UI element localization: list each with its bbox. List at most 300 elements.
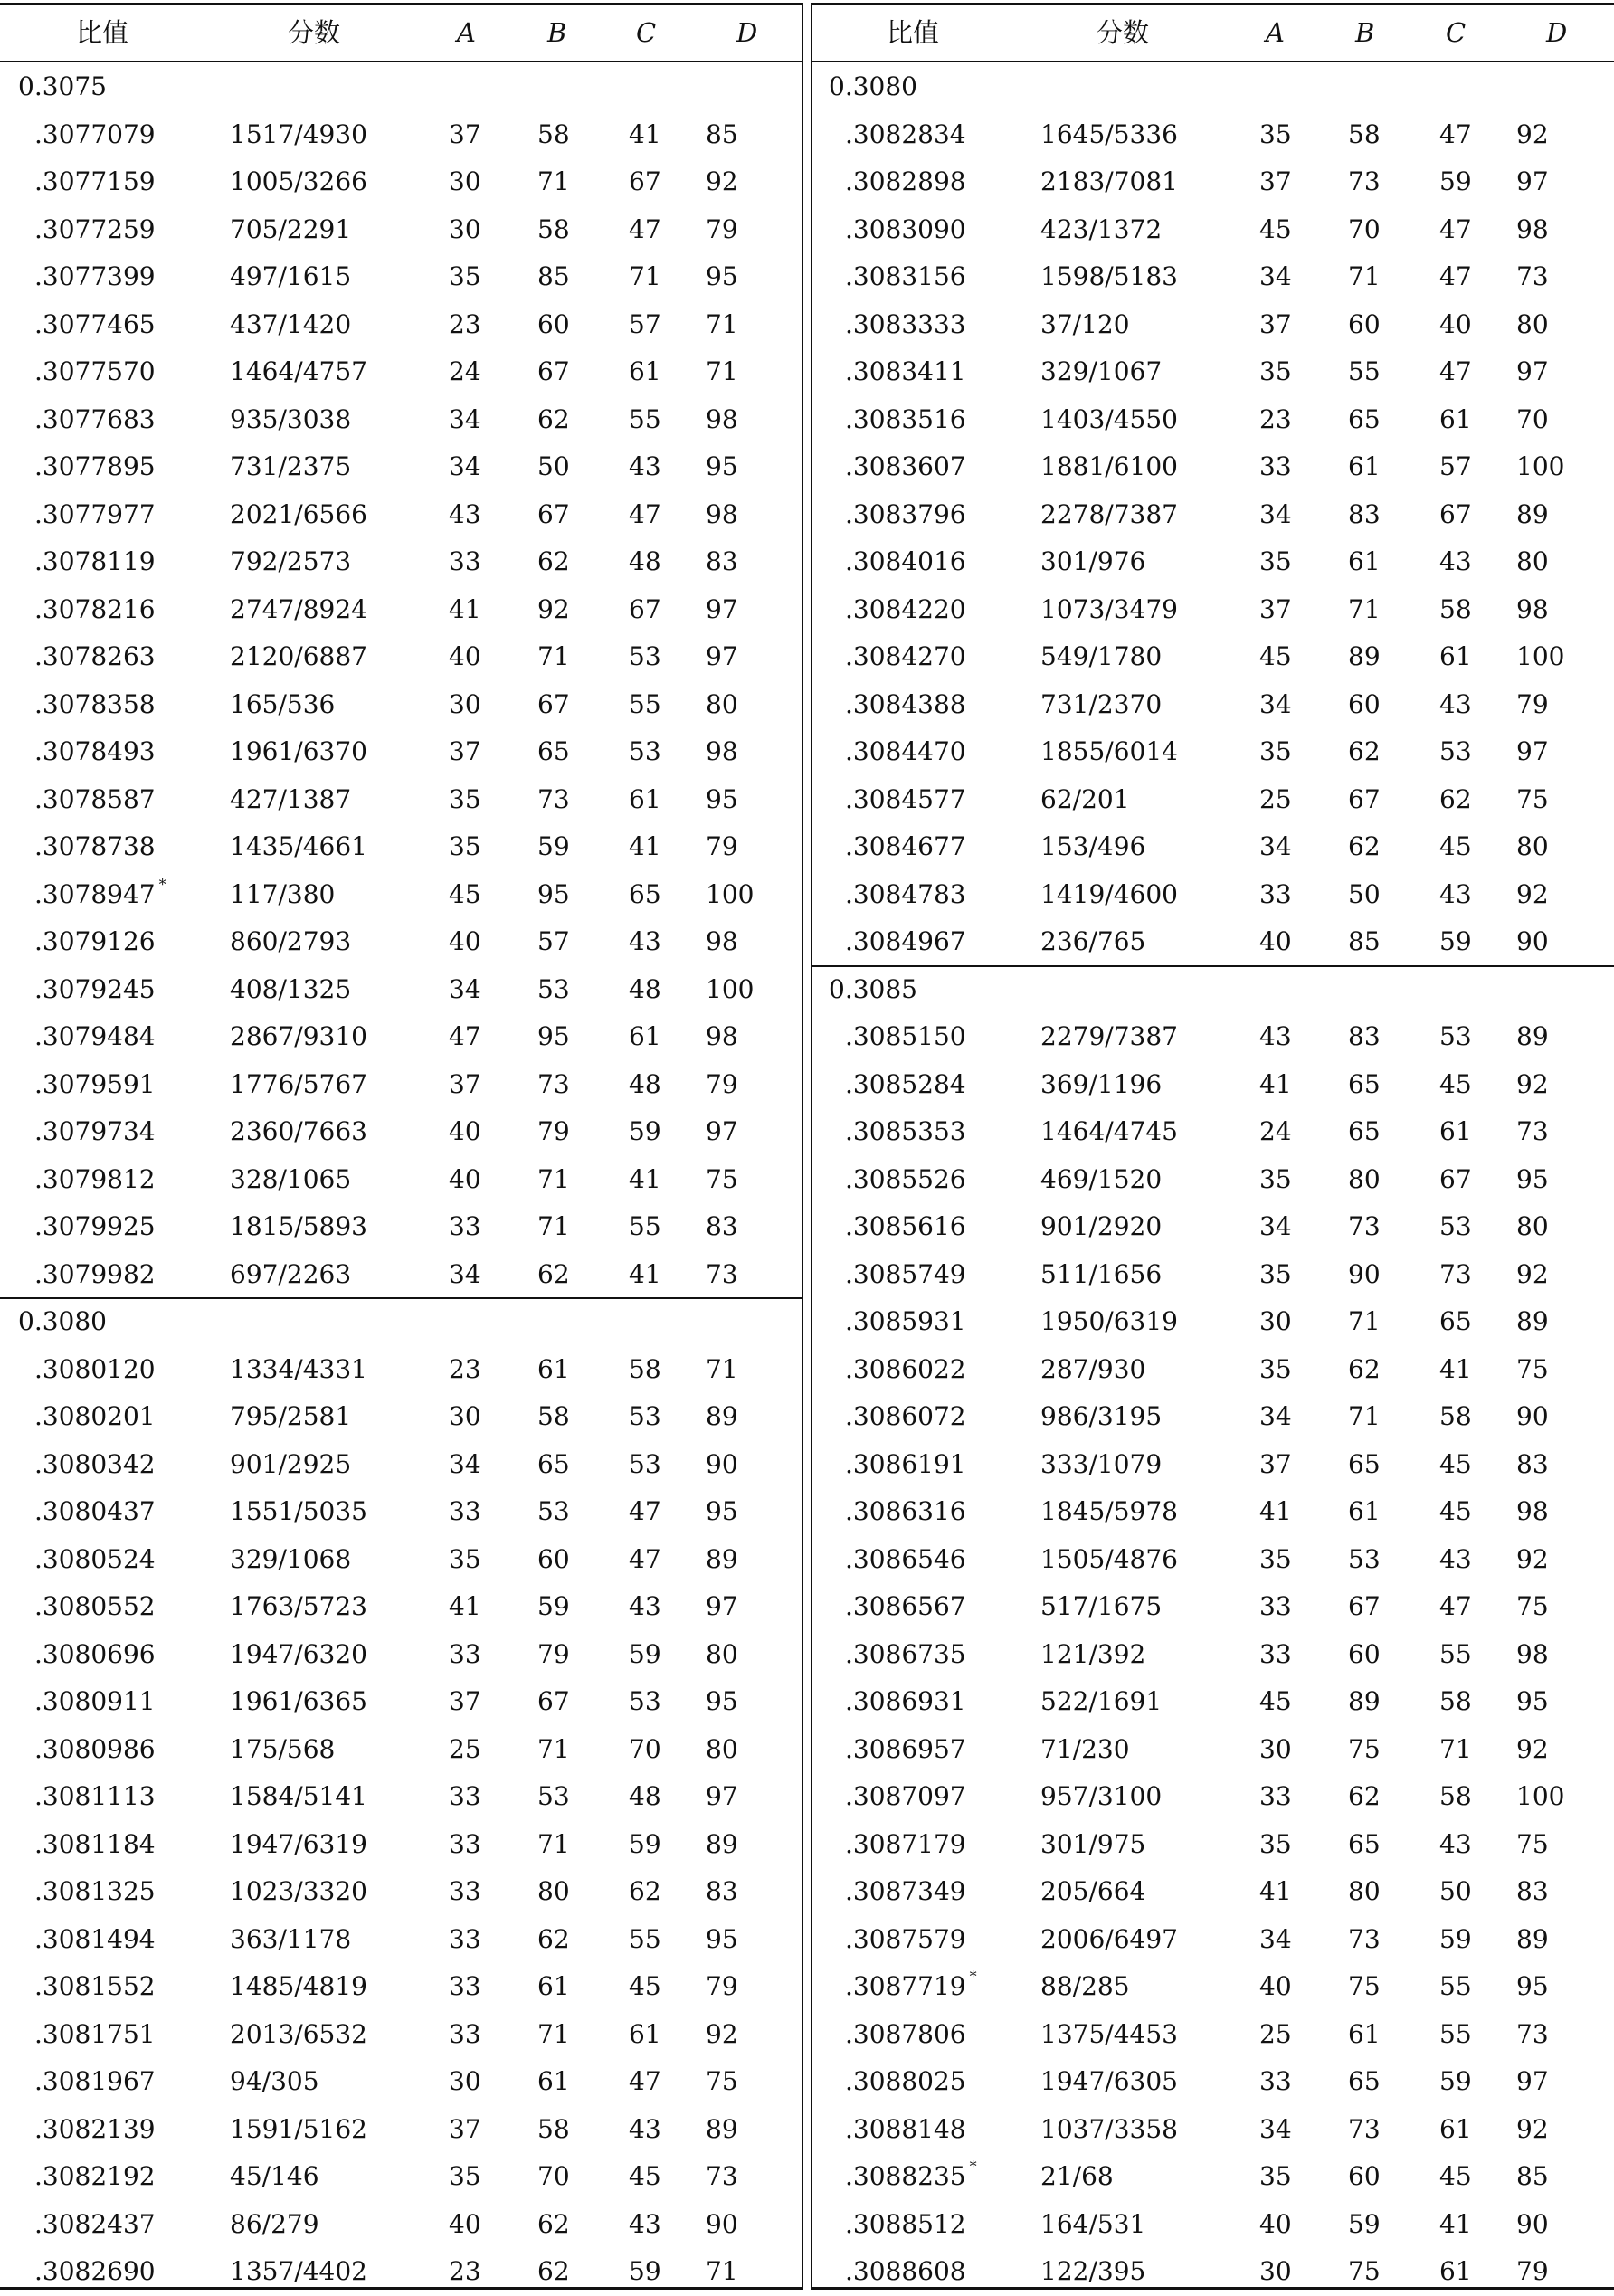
cell-b: 95 xyxy=(537,878,570,909)
cell-c: 58 xyxy=(629,1353,661,1384)
cell-b: 71 xyxy=(537,1211,570,1241)
cell-a: 25 xyxy=(1259,2018,1292,2049)
cell-d: 80 xyxy=(1516,308,1549,339)
cell-d: 71 xyxy=(706,1353,738,1384)
table-row xyxy=(811,396,1614,444)
cell-c: 67 xyxy=(629,166,661,196)
cell-c: 43 xyxy=(629,926,661,956)
cell-ratio: .3081967 xyxy=(34,2066,156,2096)
cell-fraction: 1375/4453 xyxy=(1040,2018,1178,2049)
cell-c: 47 xyxy=(1439,213,1472,244)
cell-d: 97 xyxy=(706,593,738,624)
cell-a: 34 xyxy=(449,451,481,481)
cell-c: 67 xyxy=(629,593,661,624)
cell-d: 100 xyxy=(706,878,755,909)
cell-b: 58 xyxy=(537,213,570,244)
cell-d: 92 xyxy=(1516,1543,1549,1574)
cell-a: 34 xyxy=(1259,498,1292,529)
table-row xyxy=(0,1773,803,1821)
cell-a: 40 xyxy=(1259,1971,1292,2001)
cell-fraction: 71/230 xyxy=(1040,1733,1130,1764)
cell-d: 75 xyxy=(1516,783,1549,814)
cell-b: 60 xyxy=(1348,688,1381,719)
cell-fraction: 2120/6887 xyxy=(230,641,367,671)
cell-fraction: 2013/6532 xyxy=(230,2018,367,2049)
cell-a: 35 xyxy=(1259,546,1292,576)
header-a: A xyxy=(457,17,476,48)
cell-ratio: .3081494 xyxy=(34,1923,156,1954)
cell-c: 41 xyxy=(629,831,661,861)
cell-b: 61 xyxy=(537,1353,570,1384)
header-rule xyxy=(811,61,1614,62)
cell-ratio: .3079734 xyxy=(34,1116,156,1146)
cell-fraction: 1815/5893 xyxy=(230,1211,367,1241)
group-label: 0.3080 xyxy=(829,71,917,101)
table-row xyxy=(0,2011,803,2059)
cell-ratio: .3088608 xyxy=(845,2256,966,2286)
cell-a: 40 xyxy=(449,926,481,956)
cell-a: 35 xyxy=(449,783,481,814)
cell-c: 59 xyxy=(629,2256,661,2286)
cell-a: 34 xyxy=(1259,1401,1292,1431)
cell-b: 53 xyxy=(537,1496,570,1526)
table-row xyxy=(811,348,1614,396)
cell-d: 95 xyxy=(706,1496,738,1526)
cell-c: 47 xyxy=(1439,119,1472,149)
cell-c: 61 xyxy=(1439,2256,1472,2286)
table-row xyxy=(811,1821,1614,1869)
cell-c: 58 xyxy=(1439,1781,1472,1811)
table-row xyxy=(0,2153,803,2201)
cell-b: 83 xyxy=(1348,498,1381,529)
header-a: A xyxy=(1266,17,1285,48)
cell-ratio: .3079484 xyxy=(34,1021,156,1051)
table-row xyxy=(811,1346,1614,1394)
cell-fraction: 1073/3479 xyxy=(1040,593,1178,624)
table-row xyxy=(811,1631,1614,1679)
cell-c: 59 xyxy=(1439,166,1472,196)
top-rule xyxy=(0,3,803,5)
cell-b: 50 xyxy=(1348,878,1381,909)
cell-a: 34 xyxy=(1259,1923,1292,1954)
cell-fraction: 2360/7663 xyxy=(230,1116,367,1146)
cell-c: 59 xyxy=(1439,1923,1472,1954)
table-row xyxy=(811,1773,1614,1821)
cell-fraction: 328/1065 xyxy=(230,1163,352,1194)
cell-a: 40 xyxy=(449,641,481,671)
cell-fraction: 1485/4819 xyxy=(230,1971,367,2001)
cell-d: 98 xyxy=(706,736,738,766)
cell-fraction: 165/536 xyxy=(230,688,336,719)
cell-b: 58 xyxy=(537,119,570,149)
cell-b: 70 xyxy=(537,2161,570,2191)
table-row xyxy=(0,1108,803,1156)
cell-b: 61 xyxy=(1348,546,1381,576)
table-row xyxy=(0,1393,803,1441)
cell-b: 92 xyxy=(537,593,570,624)
cell-d: 95 xyxy=(706,783,738,814)
cell-a: 33 xyxy=(449,1876,481,1906)
cell-a: 37 xyxy=(449,2113,481,2144)
cell-a: 35 xyxy=(1259,1828,1292,1859)
table-row xyxy=(811,301,1614,349)
cell-b: 65 xyxy=(1348,1828,1381,1859)
table-row xyxy=(0,2058,803,2106)
cell-a: 24 xyxy=(449,356,481,386)
cell-a: 37 xyxy=(449,1686,481,1716)
table-row xyxy=(0,681,803,729)
cell-b: 62 xyxy=(537,2256,570,2286)
cell-fraction: 795/2581 xyxy=(230,1401,352,1431)
cell-d: 89 xyxy=(706,1828,738,1859)
cell-b: 89 xyxy=(1348,1686,1381,1716)
cell-ratio: .3082834 xyxy=(845,119,966,149)
cell-ratio: .3085353 xyxy=(845,1116,966,1146)
table-row xyxy=(0,776,803,824)
cell-b: 71 xyxy=(537,1828,570,1859)
cell-b: 65 xyxy=(537,736,570,766)
cell-fraction: 1591/5162 xyxy=(230,2113,367,2144)
cell-d: 98 xyxy=(1516,593,1549,624)
cell-fraction: 1584/5141 xyxy=(230,1781,367,1811)
table-row xyxy=(0,1678,803,1726)
cell-a: 34 xyxy=(1259,831,1292,861)
cell-fraction: 423/1372 xyxy=(1040,213,1163,244)
cell-b: 75 xyxy=(1348,2256,1381,2286)
cell-b: 75 xyxy=(1348,1971,1381,2001)
cell-b: 73 xyxy=(537,1068,570,1099)
cell-a: 24 xyxy=(1259,1116,1292,1146)
cell-fraction: 301/975 xyxy=(1040,1828,1146,1859)
cell-c: 41 xyxy=(629,1163,661,1194)
cell-a: 30 xyxy=(1259,2256,1292,2286)
cell-c: 61 xyxy=(629,356,661,386)
cell-a: 41 xyxy=(1259,1496,1292,1526)
cell-b: 53 xyxy=(537,1781,570,1811)
cell-a: 37 xyxy=(449,119,481,149)
cell-d: 80 xyxy=(1516,831,1549,861)
header-c: C xyxy=(636,17,657,48)
cell-fraction: 121/392 xyxy=(1040,1638,1146,1669)
cell-a: 35 xyxy=(449,2161,481,2191)
cell-b: 62 xyxy=(537,1923,570,1954)
cell-c: 53 xyxy=(629,641,661,671)
cell-b: 60 xyxy=(1348,1638,1381,1669)
cell-ratio: .3084388 xyxy=(845,688,966,719)
cell-fraction: 1947/6320 xyxy=(230,1638,367,1669)
cell-b: 61 xyxy=(1348,451,1381,481)
cell-ratio: .3083607 xyxy=(845,451,966,481)
cell-b: 83 xyxy=(1348,1021,1381,1051)
table-row xyxy=(811,728,1614,776)
cell-fraction: 1598/5183 xyxy=(1040,261,1178,291)
cell-ratio: .3085150 xyxy=(845,1021,966,1051)
cell-c: 53 xyxy=(629,1448,661,1479)
cell-d: 73 xyxy=(1516,1116,1549,1146)
cell-b: 71 xyxy=(537,641,570,671)
cell-b: 62 xyxy=(537,1258,570,1289)
cell-ratio: .3083333 xyxy=(845,308,966,339)
cell-c: 57 xyxy=(629,308,661,339)
cell-c: 65 xyxy=(629,878,661,909)
cell-fraction: 427/1387 xyxy=(230,783,352,814)
cell-b: 79 xyxy=(537,1116,570,1146)
header-c: C xyxy=(1446,17,1467,48)
cell-d: 73 xyxy=(706,2161,738,2191)
cell-ratio: .3082192 xyxy=(34,2161,156,2191)
group-separator-rule xyxy=(811,965,1614,967)
cell-ratio: .3082898 xyxy=(845,166,966,196)
cell-d: 98 xyxy=(1516,1638,1549,1669)
table-row xyxy=(811,1251,1614,1299)
group-label: 0.3080 xyxy=(18,1306,107,1336)
cell-c: 61 xyxy=(629,783,661,814)
cell-c: 48 xyxy=(629,973,661,1004)
cell-d: 83 xyxy=(706,1876,738,1906)
cell-b: 71 xyxy=(537,1733,570,1764)
cell-d: 97 xyxy=(1516,2066,1549,2096)
cell-fraction: 363/1178 xyxy=(230,1923,352,1954)
cell-a: 41 xyxy=(449,1591,481,1621)
cell-b: 61 xyxy=(537,1971,570,2001)
cell-a: 23 xyxy=(449,2256,481,2286)
cell-a: 34 xyxy=(1259,688,1292,719)
cell-b: 50 xyxy=(537,451,570,481)
cell-d: 100 xyxy=(706,973,755,1004)
cell-a: 40 xyxy=(449,1116,481,1146)
cell-ratio: .3078263 xyxy=(34,641,156,671)
cell-b: 53 xyxy=(537,973,570,1004)
cell-a: 33 xyxy=(449,546,481,576)
cell-a: 33 xyxy=(1259,1591,1292,1621)
cell-a: 41 xyxy=(1259,1068,1292,1099)
table-row xyxy=(0,158,803,206)
cell-b: 65 xyxy=(537,1448,570,1479)
cell-c: 47 xyxy=(1439,261,1472,291)
cell-d: 79 xyxy=(706,1971,738,2001)
cell-ratio: .3078587 xyxy=(34,783,156,814)
cell-ratio: .3083156 xyxy=(845,261,966,291)
cell-a: 30 xyxy=(1259,1306,1292,1336)
cell-b: 89 xyxy=(1348,641,1381,671)
cell-a: 35 xyxy=(449,261,481,291)
cell-a: 33 xyxy=(1259,1638,1292,1669)
cell-b: 70 xyxy=(1348,213,1381,244)
cell-a: 33 xyxy=(1259,878,1292,909)
cell-c: 59 xyxy=(629,1638,661,1669)
cell-d: 92 xyxy=(1516,1068,1549,1099)
cell-ratio: .3080524 xyxy=(34,1543,156,1574)
cell-fraction: 2867/9310 xyxy=(230,1021,367,1051)
cell-fraction: 2006/6497 xyxy=(1040,1923,1178,1954)
cell-fraction: 935/3038 xyxy=(230,403,352,434)
cell-a: 37 xyxy=(1259,308,1292,339)
cell-b: 61 xyxy=(537,2066,570,2096)
cell-c: 67 xyxy=(1439,1163,1472,1194)
table-row xyxy=(811,1726,1614,1774)
cell-c: 55 xyxy=(1439,1638,1472,1669)
cell-a: 33 xyxy=(449,2018,481,2049)
cell-b: 67 xyxy=(537,688,570,719)
cell-d: 90 xyxy=(1516,926,1549,956)
cell-a: 47 xyxy=(449,1021,481,1051)
cell-fraction: 901/2920 xyxy=(1040,1211,1163,1241)
cell-a: 40 xyxy=(449,1163,481,1194)
cell-ratio: .3085749 xyxy=(845,1258,966,1289)
cell-c: 61 xyxy=(1439,1116,1472,1146)
cell-ratio: .3077079 xyxy=(34,119,156,149)
table-row xyxy=(811,1488,1614,1536)
cell-d: 95 xyxy=(706,1923,738,1954)
cell-c: 43 xyxy=(1439,1828,1472,1859)
cell-ratio: .3084220 xyxy=(845,593,966,624)
table-row xyxy=(811,2201,1614,2249)
table-row xyxy=(0,1346,803,1394)
cell-c: 47 xyxy=(629,213,661,244)
cell-ratio: .3081113 xyxy=(34,1781,156,1811)
cell-d: 98 xyxy=(706,498,738,529)
cell-d: 98 xyxy=(1516,213,1549,244)
table-row xyxy=(811,1156,1614,1204)
table-row xyxy=(0,966,803,1014)
cell-fraction: 2747/8924 xyxy=(230,593,367,624)
cell-a: 40 xyxy=(1259,926,1292,956)
cell-d: 97 xyxy=(706,1781,738,1811)
cell-ratio: .3078119 xyxy=(34,546,156,576)
cell-c: 47 xyxy=(1439,1591,1472,1621)
cell-a: 35 xyxy=(1259,736,1292,766)
cell-ratio: .3078358 xyxy=(34,688,156,719)
cell-d: 79 xyxy=(706,1068,738,1099)
cell-a: 34 xyxy=(449,1258,481,1289)
cell-c: 45 xyxy=(1439,1496,1472,1526)
header-d: D xyxy=(736,17,758,48)
cell-fraction: 1950/6319 xyxy=(1040,1306,1178,1336)
cell-d: 80 xyxy=(706,688,738,719)
cell-c: 47 xyxy=(629,498,661,529)
cell-a: 33 xyxy=(449,1781,481,1811)
top-rule xyxy=(811,3,1614,5)
cell-c: 45 xyxy=(1439,831,1472,861)
cell-d: 70 xyxy=(1516,403,1549,434)
cell-d: 71 xyxy=(706,356,738,386)
cell-a: 45 xyxy=(1259,1686,1292,1716)
cell-d: 89 xyxy=(706,1401,738,1431)
cell-fraction: 301/976 xyxy=(1040,546,1146,576)
cell-c: 48 xyxy=(629,1781,661,1811)
cell-b: 62 xyxy=(537,546,570,576)
cell-a: 33 xyxy=(449,1828,481,1859)
cell-ratio: .3085616 xyxy=(845,1211,966,1241)
cell-fraction: 1357/4402 xyxy=(230,2256,367,2286)
table-row xyxy=(0,823,803,871)
cell-d: 95 xyxy=(706,261,738,291)
cell-ratio: .3080696 xyxy=(34,1638,156,1669)
cell-ratio: .3079925 xyxy=(34,1211,156,1241)
cell-c: 41 xyxy=(629,1258,661,1289)
cell-a: 23 xyxy=(1259,403,1292,434)
cell-ratio: .3077465 xyxy=(34,308,156,339)
header-b: B xyxy=(1355,17,1375,48)
cell-d: 92 xyxy=(1516,878,1549,909)
cell-b: 71 xyxy=(1348,1306,1381,1336)
cell-d: 98 xyxy=(706,1021,738,1051)
cell-ratio: .3084967 xyxy=(845,926,966,956)
cell-ratio: .3086022 xyxy=(845,1353,966,1384)
cell-a: 33 xyxy=(449,1971,481,2001)
cell-fraction: 1645/5336 xyxy=(1040,119,1178,149)
cell-a: 41 xyxy=(1259,1876,1292,1906)
cell-c: 53 xyxy=(1439,1211,1472,1241)
cell-d: 79 xyxy=(706,831,738,861)
cell-ratio: .3086316 xyxy=(845,1496,966,1526)
cell-d: 73 xyxy=(1516,2018,1549,2049)
cell-fraction: 860/2793 xyxy=(230,926,352,956)
table-row xyxy=(811,823,1614,871)
table-row xyxy=(0,2248,803,2296)
cell-fraction: 153/496 xyxy=(1040,831,1146,861)
cell-d: 83 xyxy=(706,546,738,576)
cell-ratio: .3081552 xyxy=(34,1971,156,2001)
cell-c: 41 xyxy=(1439,1353,1472,1384)
cell-c: 61 xyxy=(629,1021,661,1051)
cell-d: 90 xyxy=(706,1448,738,1479)
cell-b: 73 xyxy=(537,783,570,814)
cell-ratio: .3087719 xyxy=(845,1971,966,2001)
cell-ratio: .3082690 xyxy=(34,2256,156,2286)
group-header xyxy=(811,63,1614,111)
cell-ratio: .3081325 xyxy=(34,1876,156,1906)
cell-c: 55 xyxy=(629,1923,661,1954)
cell-ratio: .3078947 xyxy=(34,878,156,909)
cell-ratio: .3084270 xyxy=(845,641,966,671)
cell-c: 45 xyxy=(1439,1068,1472,1099)
table-row xyxy=(811,1583,1614,1631)
cell-c: 61 xyxy=(1439,2113,1472,2144)
cell-ratio: .3077977 xyxy=(34,498,156,529)
cell-ratio: .3079126 xyxy=(34,926,156,956)
cell-fraction: 37/120 xyxy=(1040,308,1130,339)
cell-fraction: 1005/3266 xyxy=(230,166,367,196)
cell-ratio: .3079982 xyxy=(34,1258,156,1289)
cell-c: 41 xyxy=(629,119,661,149)
cell-a: 34 xyxy=(1259,1211,1292,1241)
cell-a: 37 xyxy=(449,1068,481,1099)
cell-a: 35 xyxy=(1259,2161,1292,2191)
cell-fraction: 122/395 xyxy=(1040,2256,1146,2286)
cell-c: 62 xyxy=(629,1876,661,1906)
cell-fraction: 2021/6566 xyxy=(230,498,367,529)
group-header xyxy=(0,1298,803,1346)
cell-c: 58 xyxy=(1439,1401,1472,1431)
cell-d: 97 xyxy=(1516,736,1549,766)
cell-d: 89 xyxy=(1516,1306,1549,1336)
cell-c: 58 xyxy=(1439,593,1472,624)
cell-ratio: .3084016 xyxy=(845,546,966,576)
cell-c: 53 xyxy=(629,736,661,766)
header-ratio: 比值 xyxy=(76,17,129,48)
cell-fraction: 1517/4930 xyxy=(230,119,367,149)
cell-c: 59 xyxy=(1439,2066,1472,2096)
cell-c: 55 xyxy=(629,1211,661,1241)
cell-c: 47 xyxy=(1439,356,1472,386)
cell-c: 57 xyxy=(1439,451,1472,481)
cell-fraction: 175/568 xyxy=(230,1733,336,1764)
table-row xyxy=(0,111,803,159)
table-row xyxy=(811,1061,1614,1109)
cell-fraction: 522/1691 xyxy=(1040,1686,1163,1716)
table-row xyxy=(811,1441,1614,1489)
